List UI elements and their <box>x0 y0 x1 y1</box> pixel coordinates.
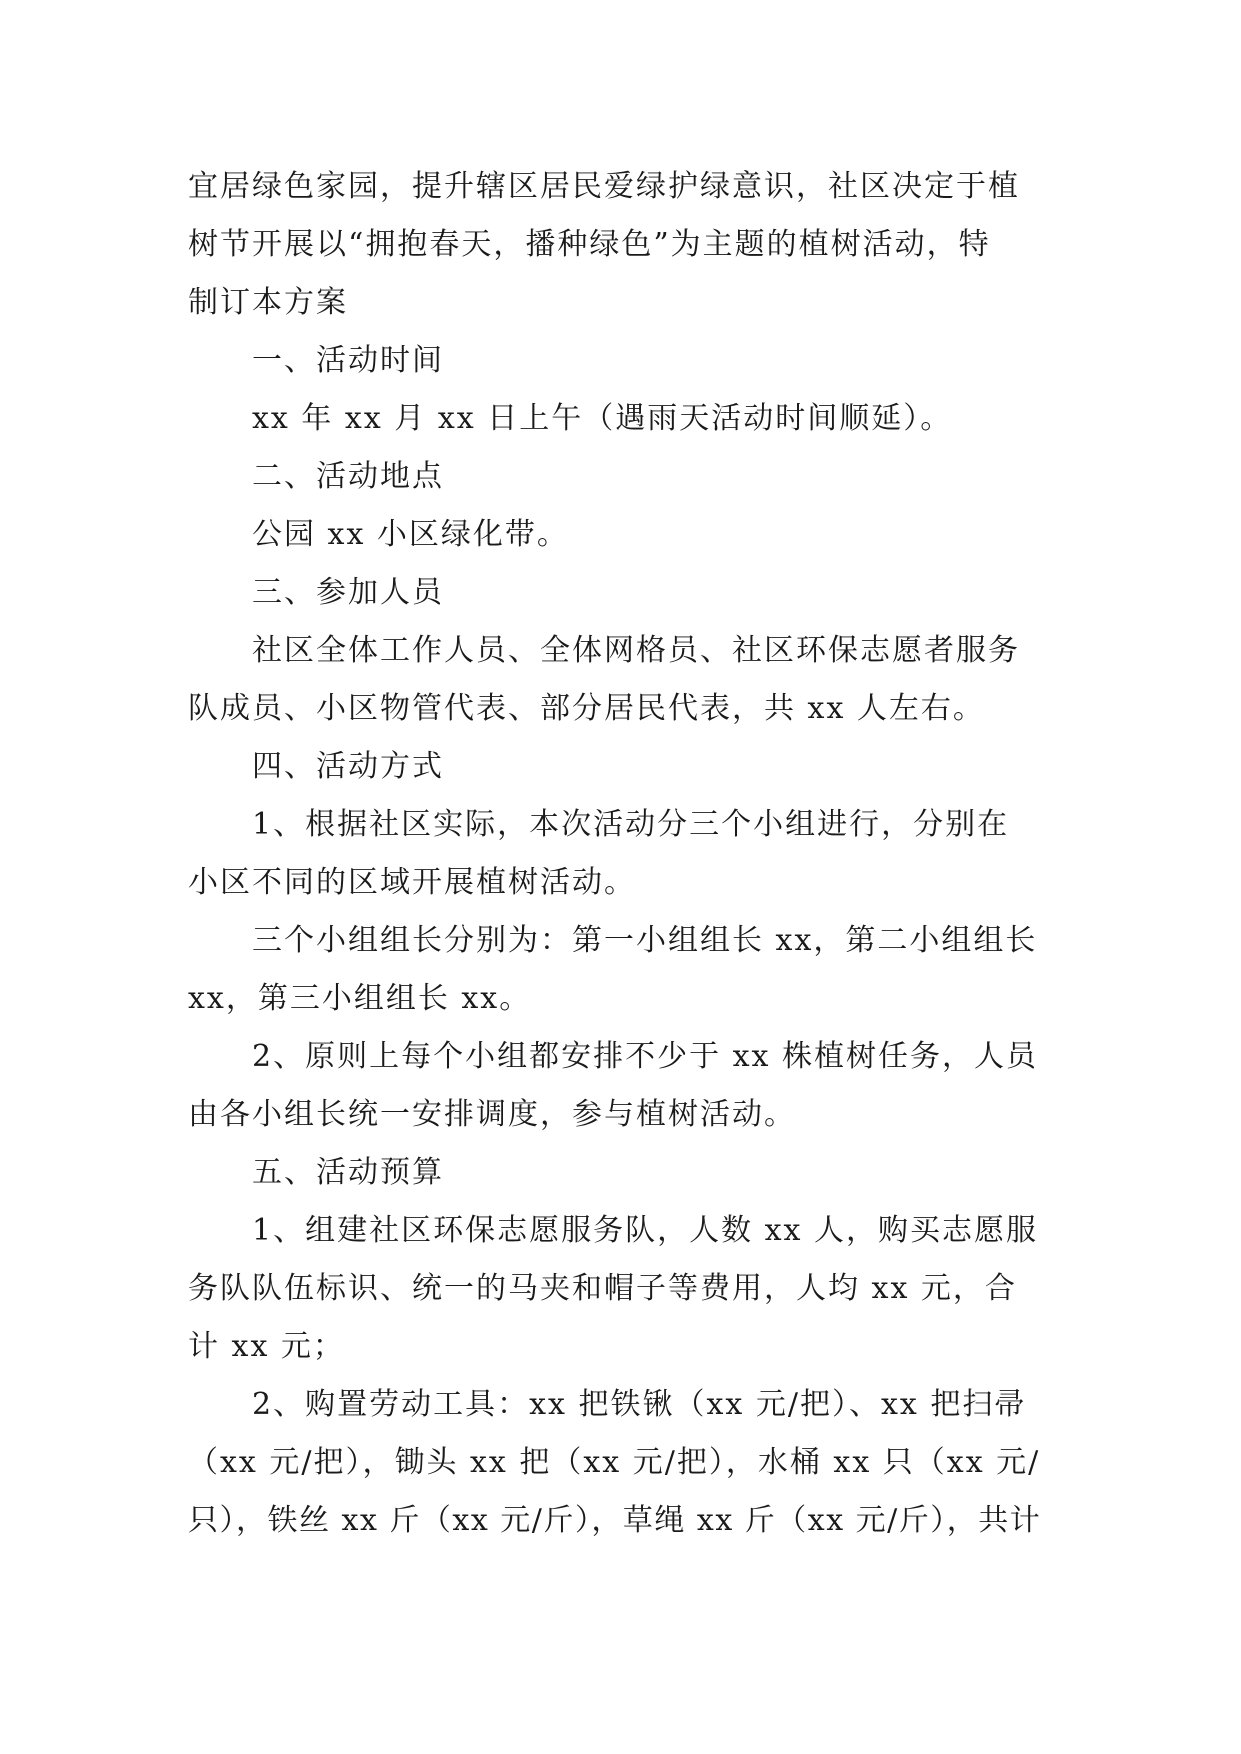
text-line: 制订本方案 <box>188 285 348 320</box>
text-line: 只），铁丝 xx 斤（xx 元/斤），草绳 xx 斤（xx 元/斤），共计 <box>188 1503 1042 1538</box>
text-line: 四、活动方式 <box>252 749 444 784</box>
text-line: 树节开展以“拥抱春天，播种绿色”为主题的植树活动，特 <box>188 227 991 262</box>
text-line: 队成员、小区物管代表、部分居民代表，共 xx 人左右。 <box>188 691 985 726</box>
text-line: 三、参加人员 <box>252 575 444 610</box>
text-line: 公园 xx 小区绿化带。 <box>252 517 569 552</box>
text-line: xx 年 xx 月 xx 日上午（遇雨天活动时间顺延）。 <box>252 401 953 436</box>
text-line: 1、根据社区实际，本次活动分三个小组进行，分别在 <box>252 807 1010 842</box>
text-line: 二、活动地点 <box>252 459 444 494</box>
text-line: 宜居绿色家园，提升辖区居民爱绿护绿意识，社区决定于植 <box>188 169 1020 204</box>
text-line: 计 xx 元； <box>188 1329 345 1364</box>
text-line: 由各小组长统一安排调度，参与植树活动。 <box>188 1097 796 1132</box>
document-body <box>188 158 1050 1550</box>
text-line: 小区不同的区域开展植树活动。 <box>188 865 636 900</box>
text-line: 社区全体工作人员、全体网格员、社区环保志愿者服务 <box>252 633 1020 668</box>
text-line: xx，第三小组组长 xx。 <box>188 981 532 1016</box>
text-line: 五、活动预算 <box>252 1155 444 1190</box>
text-line: 1、组建社区环保志愿服务队，人数 xx 人，购买志愿服 <box>252 1213 1038 1248</box>
text-line: 2、原则上每个小组都安排不少于 xx 株植树任务，人员 <box>252 1039 1038 1074</box>
text-line: 一、活动时间 <box>252 343 444 378</box>
text-line: 三个小组组长分别为：第一小组组长 xx，第二小组组长 <box>252 923 1038 958</box>
text-line: 2、购置劳动工具：xx 把铁锹（xx 元/把）、xx 把扫帚 <box>252 1387 1027 1422</box>
text-line: 务队队伍标识、统一的马夹和帽子等费用，人均 xx 元，合 <box>188 1271 1017 1306</box>
text-line: （xx 元/把），锄头 xx 把（xx 元/把），水桶 xx 只（xx 元/ <box>188 1445 1041 1480</box>
